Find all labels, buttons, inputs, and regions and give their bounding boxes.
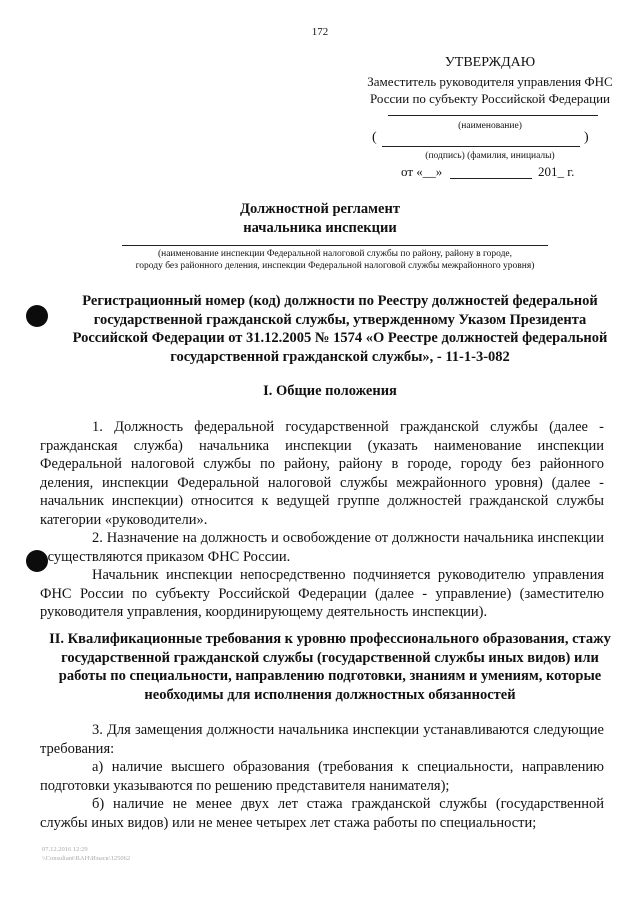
document-title-line1: Должностной регламент (240, 201, 400, 217)
registration-number-text: Регистрационный номер (код) должности по Реестру должностей федеральной государственной гражданской службы, утвержденному Указом Президента Российской Федерации от 31.12.2005 № 1574 «О Реестре должностей федеральной государственной гражданской службы», - 11-1-3-082 (72, 293, 608, 365)
approval-name-caption: (наименование) (458, 121, 522, 131)
signature-paren-open: ( (372, 130, 377, 145)
section1-paragraph-2: 2. Назначение на должность и освобождение от должности начальника инспекции осуществляются приказом ФНС России. (40, 530, 604, 565)
approval-date-prefix: от «__» (401, 164, 443, 179)
document-title-line2: начальника инспекции (243, 220, 397, 236)
approval-date-line (450, 178, 532, 179)
section2-heading: II. Квалификационные требования к уровню профессионального образования, стажу государственной гражданской службы (государственной службы иных видов) или работы по специальности, направлению подготовки, знаниям и умениям, которые необходимы для исполнения должностных обязанностей (49, 631, 611, 703)
signature-line (382, 146, 580, 147)
signature-paren-close: ) (584, 130, 589, 145)
section1-paragraph-3: Начальник инспекции непосредственно подчиняется руководителю управления ФНС России по субъекту Российской Федерации (далее - управление) (заместителю руководителя управления, координирующему деятельность инспекции). (40, 567, 604, 620)
inspection-note-line1: (наименование инспекции Федеральной налоговой службы по району, району в городе, (157, 249, 513, 259)
section2-paragraph-3: б) наличие не менее двух лет стажа гражданской службы (государственной службы иных видов) или не менее четырех лет стажа работы по специальности; (40, 796, 604, 831)
footer-stamp-line1: 07.12.2016 12:29 (42, 846, 88, 853)
section2-paragraph-2: а) наличие высшего образования (требования к специальности, направлению подготовки указываются по решению представителя нанимателя); (40, 759, 604, 794)
page-number: 172 (311, 26, 329, 38)
section1-heading: I. Общие положения (263, 383, 397, 399)
approval-date-suffix: 201_ г. (538, 164, 575, 179)
punch-hole-mark (26, 305, 48, 327)
footer-stamp-line2: \\Consultant\RAH\Изыск\125062 (42, 855, 131, 862)
approval-name-line (388, 115, 598, 116)
inspection-name-line (122, 245, 548, 246)
inspection-note-line2: городу без районного деления, инспекции Федеральной налоговой службы межрайонного уровня) (135, 261, 535, 271)
section2-paragraph-1: 3. Для замещения должности начальника инспекции устанавливаются следующие требования: (40, 722, 604, 757)
section1-paragraph-1: 1. Должность федеральной государственной гражданской службы (далее - гражданская служба) начальника инспекции (указать наименование инспекции Федеральной налоговой службы по району, району в городе, городу без районного деления, инспекции Федеральной налоговой службы межрайонного уровня) (далее - начальник инспекции) относится к ведущей группе должностей гражданской службы категории «руководители». (40, 419, 604, 528)
signature-caption: (подпись) (фамилия, инициалы) (425, 151, 555, 161)
section1-body (40, 418, 604, 622)
approval-heading: УТВЕРЖДАЮ (444, 55, 536, 70)
approval-position-line2: России по субъекту Российской Федерации (370, 91, 610, 106)
approval-position-line1: Заместитель руководителя управления ФНС (367, 74, 613, 89)
section2-body (40, 721, 604, 832)
